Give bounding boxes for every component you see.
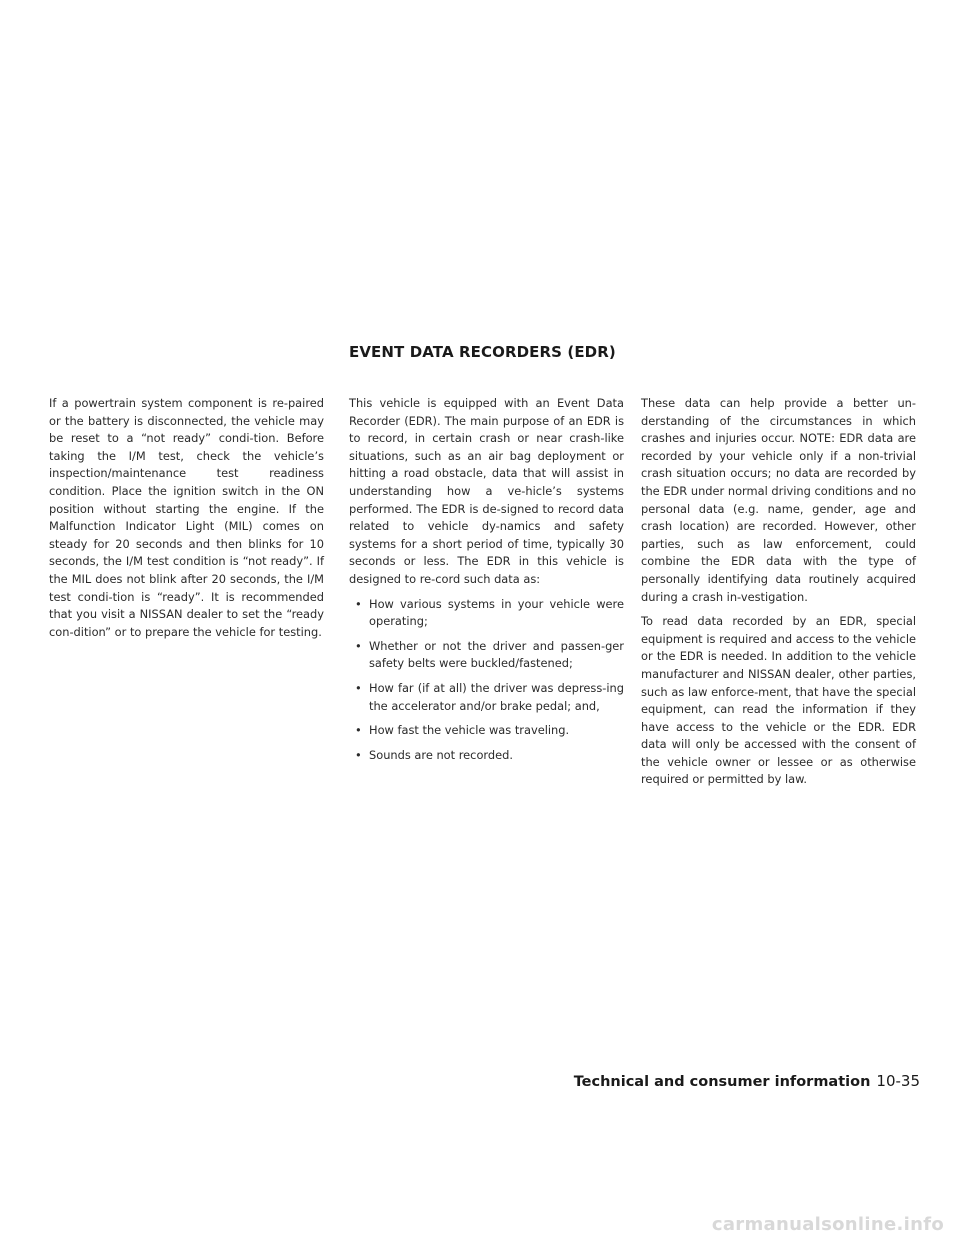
list-item xyxy=(349,596,624,631)
watermark: carmanualsonline.info xyxy=(711,1214,944,1235)
bullet-icon: • xyxy=(355,680,362,695)
section-heading: EVENT DATA RECORDERS (EDR) xyxy=(349,343,616,361)
column-left xyxy=(49,395,324,648)
list-item xyxy=(349,747,624,765)
page-footer xyxy=(400,1071,920,1090)
bullet-icon: • xyxy=(355,596,362,611)
bullet-icon: • xyxy=(355,638,362,653)
list-item xyxy=(349,638,624,673)
list-item-text: Whether or not the driver and passen-ger safety belts were buckled/fastened; xyxy=(369,638,624,671)
page-number: 10-35 xyxy=(876,1072,920,1090)
paragraph: This vehicle is equipped with an Event Data Recorder (EDR). The main purpose of an EDR is to record, in certain crash or near crash-like situations, such as an air bag deployment or hitting a road obstacle, data that will assist in understanding how a ve-hicle’s systems performed. The EDR is de-signed to record data related to vehicle dy-namics and safety systems for a short period of time, typically 30 seconds or less. The EDR in this vehicle is designed to re-cord such data as: xyxy=(349,396,624,586)
column-middle xyxy=(349,395,624,771)
paragraph: To read data recorded by an EDR, special equipment is required and access to the vehicle or the EDR is needed. In addition to the vehicle manufacturer and NISSAN dealer, other parties, such as law enforce-ment, that have the special equipment, can read the information if they have access to the vehicle or the EDR. EDR data will only be accessed with the consent of the vehicle owner or lessee or as otherwise required or permitted by law. xyxy=(641,614,916,787)
footer-section-title: Technical and consumer information xyxy=(573,1074,871,1090)
bullet-list xyxy=(349,596,624,765)
list-item-text: How far (if at all) the driver was depress-ing the accelerator and/or brake pedal; and, xyxy=(369,680,624,713)
paragraph: If a powertrain system component is re-paired or the battery is disconnected, the vehicle may be reset to a “not ready” condi-tion. Before taking the I/M test, check the vehicle’s inspection/maintenance test readiness condition. Place the ignition switch in the ON position without starting the engine. If the Malfunction Indicator Light (MIL) comes on steady for 20 seconds and then blinks for 10 seconds, the I/M test condition is “not ready”. If the MIL does not blink after 20 seconds, the I/M test condi-tion is “ready”. It is recommended that you visit a NISSAN dealer to set the “ready con-dition” or to prepare the vehicle for testing. xyxy=(49,396,324,639)
paragraph: These data can help provide a better un-derstanding of the circumstances in which crashes and injuries occur. NOTE: EDR data are recorded by your vehicle only if a non-trivial crash situation occurs; no data are recorded by the EDR under normal driving conditions and no personal data (e.g. name, gender, age and crash location) are recorded. However, other parties, such as law enforcement, could combine the EDR data with the type of personally identifying data routinely acquired during a crash in-vestigation. xyxy=(641,396,916,604)
list-item xyxy=(349,722,624,740)
list-item-text: How fast the vehicle was traveling. xyxy=(369,723,570,738)
column-right xyxy=(641,395,916,796)
bullet-icon: • xyxy=(355,747,362,762)
bullet-icon: • xyxy=(355,723,362,738)
list-item-text: How various systems in your vehicle were operating; xyxy=(369,596,624,629)
list-item xyxy=(349,680,624,715)
list-item-text: Sounds are not recorded. xyxy=(369,747,513,762)
